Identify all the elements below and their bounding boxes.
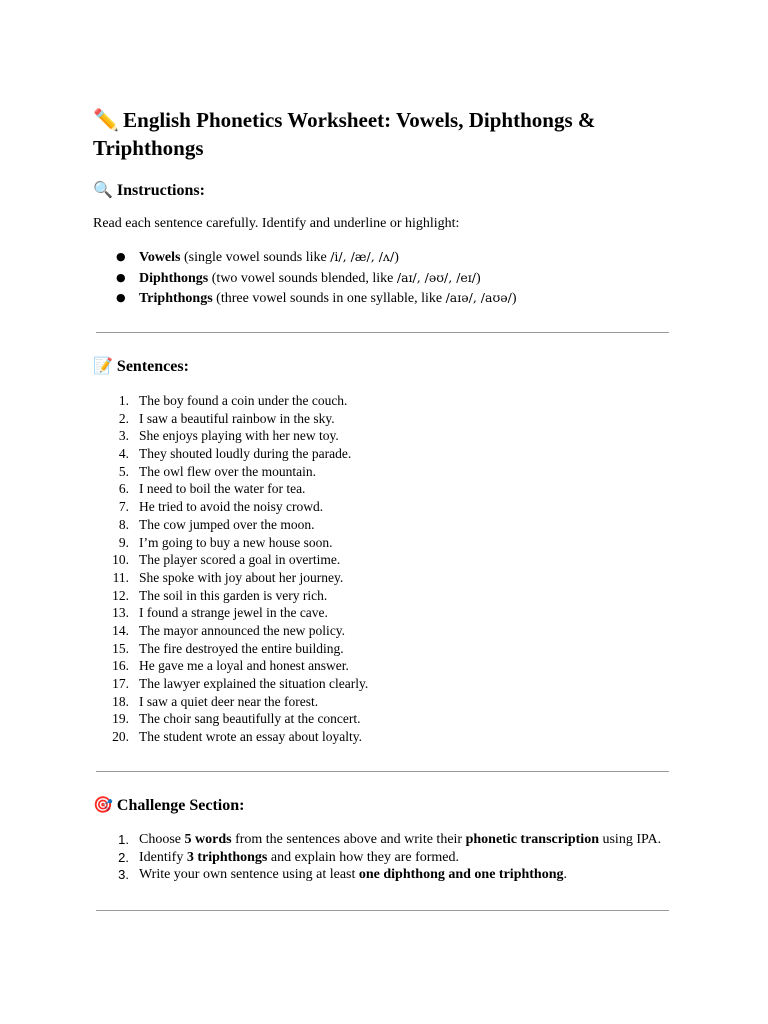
bullet-ipa: /aɪ/, /əʊ/, /eɪ/ — [396, 269, 477, 285]
target-icon: 🎯 — [93, 795, 113, 814]
page-title — [93, 106, 683, 162]
list-item — [109, 392, 368, 410]
sentence-text: The fire destroyed the entire building. — [139, 640, 344, 656]
challenge-emphasis: 3 triphthongs — [186, 849, 268, 865]
bullet-ipa: /aɪə/, /aʊə/ — [445, 290, 512, 305]
list-number: 4. — [118, 446, 129, 462]
sentence-text: The owl flew over the mountain. — [139, 463, 316, 479]
list-item — [109, 587, 368, 605]
list-item — [109, 498, 368, 516]
list-number: 15. — [112, 640, 129, 656]
list-number: 7. — [118, 499, 129, 515]
list-item — [109, 710, 368, 728]
challenge-item — [109, 849, 661, 867]
bullet-ipa: /i/, /æ/, /ʌ/ — [330, 249, 395, 264]
sentence-text: The boy found a coin under the couch. — [139, 393, 348, 408]
sentence-text: He tried to avoid the noisy crowd. — [139, 499, 324, 515]
list-item — [109, 728, 368, 746]
list-item — [109, 604, 368, 622]
list-item — [109, 427, 368, 445]
challenge-emphasis: phonetic transcription — [465, 832, 599, 847]
list-number: 2. — [118, 849, 129, 865]
bullet-dot: ● — [116, 291, 126, 304]
challenge-emphasis: one diphthong and one triphthong — [358, 867, 564, 882]
sentence-list — [109, 392, 368, 746]
bullet-text-end: ) — [476, 270, 481, 286]
challenge-list — [109, 831, 661, 884]
list-number: 14. — [112, 622, 129, 638]
challenge-item — [109, 831, 661, 849]
list-number: 16. — [112, 658, 129, 674]
sentence-text: She enjoys playing with her new toy. — [139, 428, 339, 444]
list-item — [109, 693, 368, 711]
sentence-text: She spoke with joy about her journey. — [139, 569, 344, 585]
list-number: 17. — [112, 676, 129, 691]
sentence-text: I found a strange jewel in the cave. — [139, 605, 328, 621]
list-item — [109, 640, 368, 658]
list-number: 13. — [112, 605, 129, 621]
memo-icon: 📝 — [93, 356, 113, 375]
instructions-heading — [93, 180, 205, 201]
list-item — [109, 551, 368, 569]
list-item — [109, 569, 368, 587]
challenge-text: and explain how they are formed. — [267, 849, 460, 865]
instructions-bullet-list — [116, 248, 517, 310]
page-title-text: English Phonetics Worksheet: Vowels, Diphthongs & Triphthongs — [93, 108, 596, 160]
sentence-text: I need to boil the water for tea. — [139, 481, 306, 497]
sentence-text: I saw a quiet deer near the forest. — [139, 693, 319, 709]
bullet-dot: ● — [116, 270, 126, 284]
challenge-heading-text: Challenge Section: — [116, 797, 245, 814]
sentence-text: The cow jumped over the moon. — [139, 516, 315, 532]
list-number: 18. — [112, 693, 129, 709]
list-item — [109, 410, 368, 428]
list-number: 1. — [118, 393, 129, 408]
challenge-text: using IPA. — [598, 832, 662, 847]
section-divider — [96, 771, 669, 772]
list-item — [109, 622, 368, 640]
list-item — [109, 480, 368, 498]
list-number: 1. — [118, 832, 129, 847]
section-divider — [96, 332, 669, 333]
challenge-heading — [93, 795, 244, 816]
list-number: 8. — [118, 516, 129, 532]
list-number: 6. — [118, 481, 129, 497]
list-item — [109, 675, 368, 693]
sentence-text: He gave me a loyal and honest answer. — [139, 658, 349, 674]
bullet-term: Triphthongs — [139, 291, 213, 306]
list-number: 12. — [112, 587, 129, 603]
list-item — [109, 445, 368, 463]
list-number: 19. — [112, 711, 129, 727]
challenge-emphasis: 5 words — [184, 832, 232, 847]
list-number: 3. — [118, 867, 129, 882]
bullet-term: Diphthongs — [139, 270, 209, 286]
list-number: 2. — [118, 410, 129, 426]
sentence-text: The student wrote an essay about loyalty. — [139, 729, 362, 745]
bullet-text-end: ) — [511, 291, 517, 306]
list-number: 11. — [112, 569, 129, 585]
sentences-heading — [93, 356, 189, 377]
list-item — [109, 516, 368, 534]
sentence-text: I saw a beautiful rainbow in the sky. — [139, 410, 335, 426]
challenge-text: . — [563, 867, 568, 882]
challenge-text: Write your own sentence using at least — [139, 867, 359, 882]
section-divider — [96, 910, 669, 911]
bullet-item-diphthongs — [116, 269, 517, 290]
challenge-text: Identify — [139, 849, 187, 865]
sentence-text: The mayor announced the new policy. — [139, 622, 346, 638]
list-number: 5. — [118, 463, 129, 479]
challenge-text: Choose — [139, 832, 185, 847]
sentences-heading-text: Sentences: — [116, 358, 189, 375]
pencil-icon: ✏️ — [93, 108, 120, 132]
sentence-text: They shouted loudly during the parade. — [139, 446, 352, 462]
challenge-text: from the sentences above and write their — [231, 832, 466, 847]
bullet-item-vowels — [116, 248, 517, 269]
sentence-text: The lawyer explained the situation clearly. — [139, 676, 369, 691]
list-item — [109, 463, 368, 481]
list-number: 20. — [112, 729, 129, 745]
list-number: 9. — [118, 534, 129, 550]
list-number: 3. — [118, 428, 129, 444]
instructions-intro: Read each sentence carefully. Identify and underline or highlight: — [93, 216, 460, 231]
bullet-term: Vowels — [139, 250, 181, 265]
sentence-text: The choir sang beautifully at the concert. — [139, 711, 361, 727]
list-number: 10. — [112, 552, 129, 568]
list-item — [109, 657, 368, 675]
magnifier-icon: 🔍 — [93, 180, 113, 199]
sentence-text: The soil in this garden is very rich. — [139, 587, 328, 603]
sentence-text: I’m going to buy a new house soon. — [139, 534, 333, 550]
challenge-item — [109, 866, 661, 884]
bullet-text-end: ) — [394, 250, 399, 265]
list-item — [109, 534, 368, 552]
instructions-heading-text: Instructions: — [116, 182, 205, 199]
bullet-dot: ● — [116, 250, 126, 263]
bullet-item-triphthongs — [116, 289, 517, 310]
bullet-text: (single vowel sounds like — [180, 250, 331, 265]
bullet-text: (two vowel sounds blended, like — [208, 270, 397, 286]
sentence-text: The player scored a goal in overtime. — [139, 552, 341, 568]
bullet-text: (three vowel sounds in one syllable, like — [212, 291, 446, 306]
